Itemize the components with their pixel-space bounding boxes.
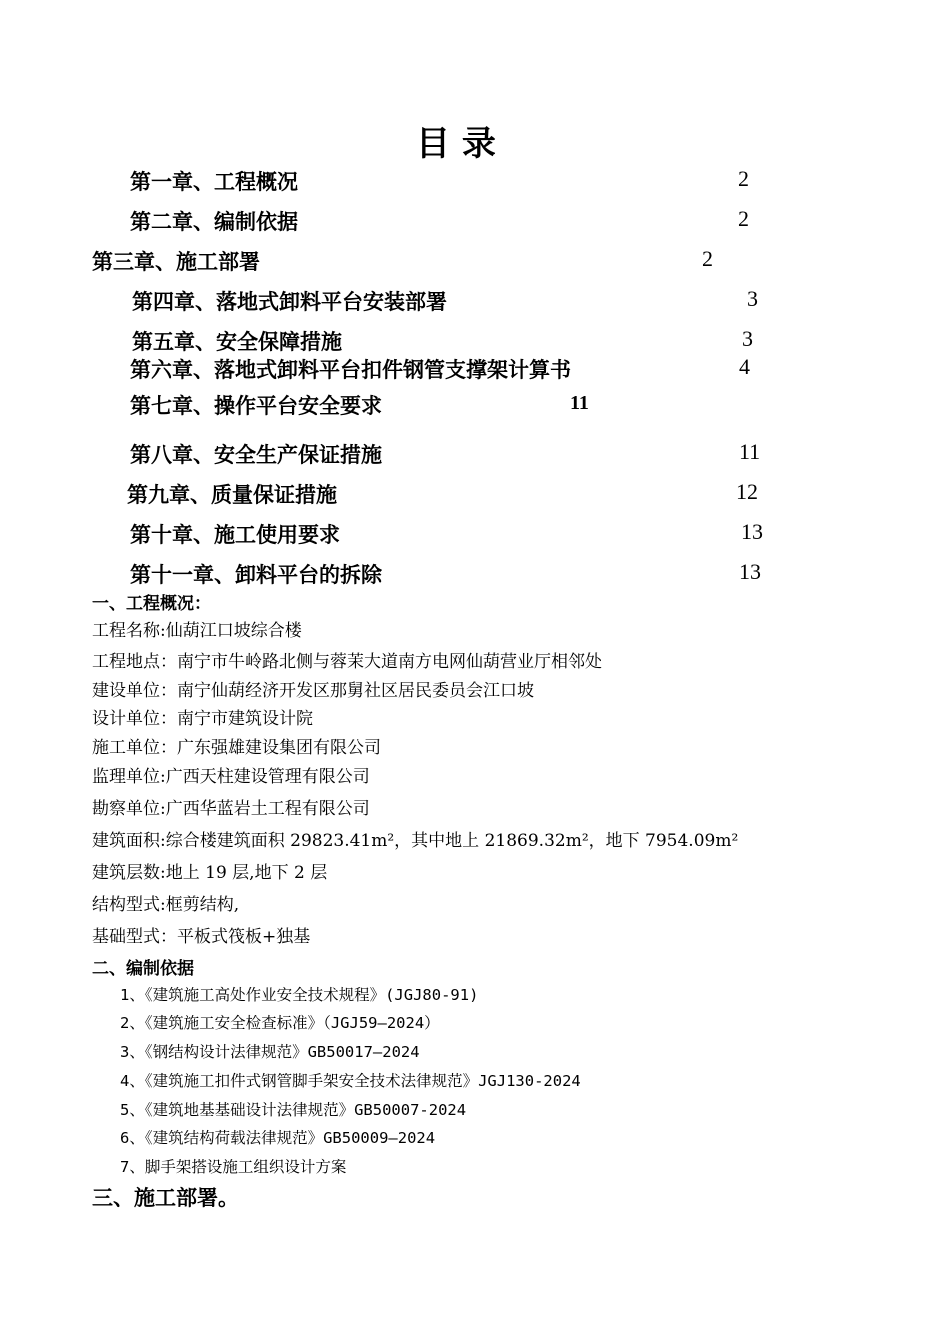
section-heading: 一、工程概况： xyxy=(92,594,211,614)
design-unit: 设计单位：南宁市建筑设计院 xyxy=(92,709,313,729)
construction-unit: 施工单位：广东强雄建设集团有限公司 xyxy=(92,738,381,758)
toc-entry-label[interactable]: 第四章、落地式卸料平台安装部署 xyxy=(132,290,447,314)
toc-entry-page: 13 xyxy=(739,559,761,584)
toc-entry-page: 13 xyxy=(741,519,763,544)
reference-item: 6、《建筑结构荷载法律规范》GB50009—2024 xyxy=(120,1129,436,1147)
toc-entry-page: 3 xyxy=(742,326,753,351)
project-name: 工程名称:仙葫江口坡综合楼 xyxy=(92,621,302,641)
toc-entry-page: 2 xyxy=(738,166,749,191)
toc-entry-page: 12 xyxy=(736,479,758,504)
reference-item: 2、《建筑施工安全检查标准》（JGJ59—2024） xyxy=(120,1014,440,1032)
toc-entry-label[interactable]: 第五章、安全保障措施 xyxy=(132,330,342,354)
reference-item: 4、《建筑施工扣件式钢管脚手架安全技术法律规范》JGJ130-2024 xyxy=(120,1072,581,1090)
toc-entry-page: 3 xyxy=(747,286,758,311)
toc-entry-label[interactable]: 第三章、施工部署 xyxy=(92,250,260,274)
toc-entry-label[interactable]: 第十一章、卸料平台的拆除 xyxy=(130,563,382,587)
toc-entry-label[interactable]: 第二章、编制依据 xyxy=(130,210,298,234)
toc-entry-page: 2 xyxy=(702,246,713,271)
construction-owner: 建设单位：南宁仙葫经济开发区那舅社区居民委员会江口坡 xyxy=(92,681,534,701)
toc-entry-label[interactable]: 第六章、落地式卸料平台扣件钢管支撑架计算书 xyxy=(130,358,571,382)
toc-entry-page: 4 xyxy=(739,354,750,379)
project-location: 工程地点：南宁市牛岭路北侧与蓉茉大道南方电网仙葫营业厅相邻处 xyxy=(92,652,602,672)
section-heading: 二、编制依据 xyxy=(92,959,194,979)
toc-entry-label[interactable]: 第七章、操作平台安全要求 xyxy=(130,394,382,418)
toc-entry-label[interactable]: 第十章、施工使用要求 xyxy=(130,523,340,547)
toc-entry-page: 2 xyxy=(738,206,749,231)
toc-title: 目 录 xyxy=(416,124,496,164)
foundation-type: 基础型式：平板式筏板+独基 xyxy=(92,927,311,947)
building-floors: 建筑层数:地上 19 层,地下 2 层 xyxy=(92,863,328,883)
supervision-unit: 监理单位:广西天柱建设管理有限公司 xyxy=(92,767,370,787)
toc-entry-page: 11 xyxy=(570,392,589,414)
toc-entry-page: 11 xyxy=(739,439,761,464)
structure-type: 结构型式:框剪结构, xyxy=(92,895,240,915)
survey-unit: 勘察单位:广西华蓝岩土工程有限公司 xyxy=(92,799,370,819)
toc-entry-label[interactable]: 第九章、质量保证措施 xyxy=(127,483,337,507)
reference-item: 5、《建筑地基基础设计法律规范》GB50007-2024 xyxy=(120,1101,467,1119)
toc-entry-label[interactable]: 第八章、安全生产保证措施 xyxy=(130,443,382,467)
toc-entry-label[interactable]: 第一章、工程概况 xyxy=(130,170,298,194)
section-heading: 三、施工部署。 xyxy=(92,1186,239,1210)
reference-item: 7、脚手架搭设施工组织设计方案 xyxy=(120,1158,347,1176)
reference-item: 3、《钢结构设计法律规范》GB50017—2024 xyxy=(120,1043,420,1061)
reference-item: 1、《建筑施工高处作业安全技术规程》(JGJ80-91) xyxy=(120,986,479,1004)
building-area: 建筑面积:综合楼建筑面积 29823.41m²，其中地上 21869.32m²，地下 7954.09m² xyxy=(92,831,739,851)
